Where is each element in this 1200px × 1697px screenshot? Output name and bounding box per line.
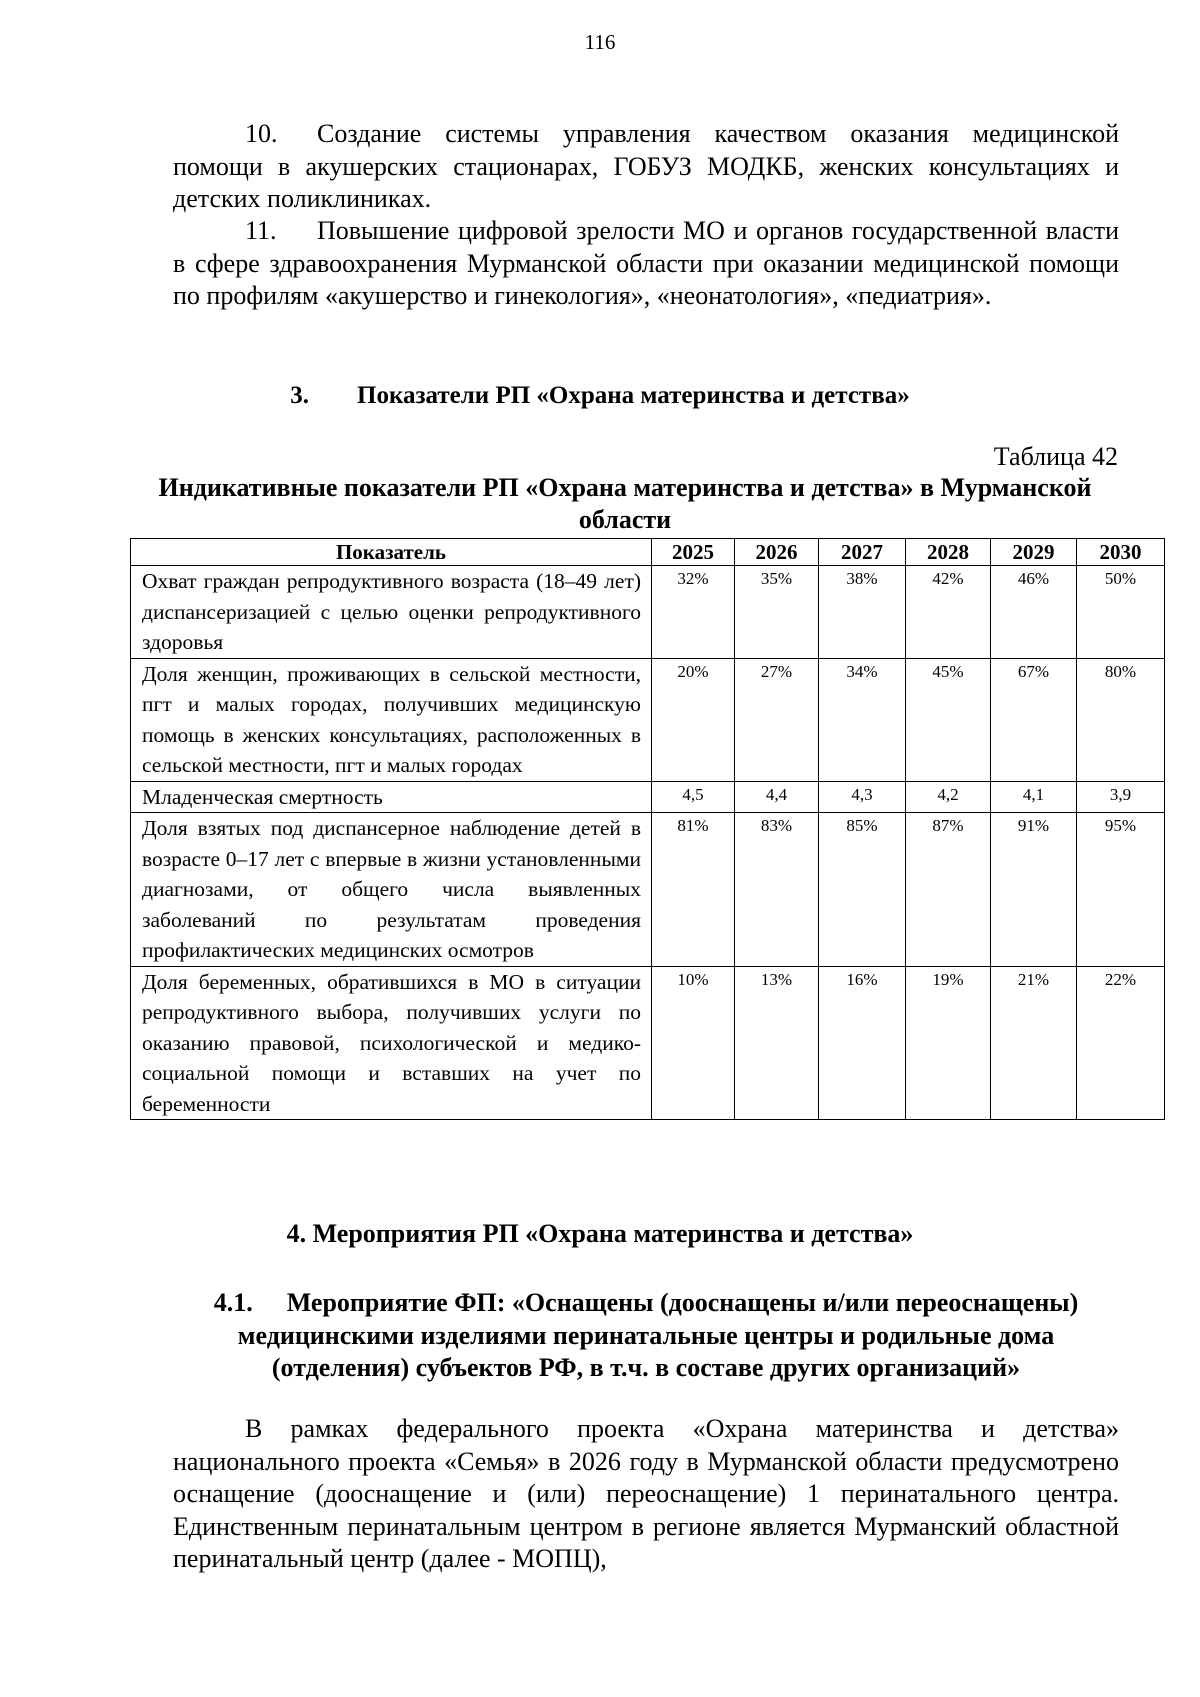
- value-cell: 83%: [735, 813, 819, 967]
- column-header-2028: 2028: [906, 539, 991, 566]
- value-cell: 81%: [652, 813, 735, 967]
- body-paragraph-text: В рамках федерального проекта «Охрана материнства и детства» национального проекта «Семья» в 2026 году в Мурманской области предусмотрено оснащение (дооснащение и (или) переоснащение) 1 перинатального центра. Единственным перинатальным центром в регионе является Мурманский областной перинатальный центр (далее - МОПЦ),: [173, 1414, 1119, 1573]
- value-cell: 22%: [1077, 966, 1165, 1120]
- value-cell: 27%: [735, 658, 819, 781]
- value-cell: 4,1: [991, 781, 1077, 813]
- value-cell: 35%: [735, 566, 819, 659]
- column-header-2030: 2030: [1077, 539, 1165, 566]
- value-cell: 20%: [652, 658, 735, 781]
- column-header-2029: 2029: [991, 539, 1077, 566]
- table-row: [131, 566, 1165, 659]
- indicator-cell: Охват граждан репродуктивного возраста (18–49 лет) диспансеризацией с целью оценки репродуктивного здоровья: [131, 566, 652, 659]
- value-cell: 67%: [991, 658, 1077, 781]
- value-cell: 42%: [906, 566, 991, 659]
- list-item-number: 10.: [245, 119, 278, 148]
- column-header-2025: 2025: [652, 539, 735, 566]
- value-cell: 85%: [819, 813, 906, 967]
- body-paragraph: [173, 1413, 1119, 1576]
- value-cell: 38%: [819, 566, 906, 659]
- value-cell: 80%: [1077, 658, 1165, 781]
- value-cell: 91%: [991, 813, 1077, 967]
- value-cell: 3,9: [1077, 781, 1165, 813]
- value-cell: 87%: [906, 813, 991, 967]
- subsection-4-1-heading: [173, 1287, 1119, 1385]
- table-row: [131, 781, 1165, 813]
- value-cell: 21%: [991, 966, 1077, 1120]
- value-cell: 32%: [652, 566, 735, 659]
- list-item-text: Создание системы управления качеством оказания медицинской помощи в акушерских стационарах, ГОБУЗ МОДКБ, женских консультациях и детских поликлиниках.: [173, 119, 1119, 213]
- column-header-indicator: Показатель: [131, 539, 652, 566]
- list-item-text: Повышение цифровой зрелости МО и органов государственной власти в сфере здравоохранения Мурманской области при оказании медицинской помощи по профилям «акушерство и гинекология», «неонатология», «педиатрия».: [173, 216, 1119, 310]
- section-3-title: Показатели РП «Охрана материнства и детства»: [357, 382, 910, 409]
- subsection-4-1-number: 4.1.: [213, 1288, 253, 1317]
- table-label: Таблица 42: [993, 442, 1118, 471]
- table-title: Индикативные показатели РП «Охрана материнства и детства» в Мурманской области: [158, 473, 1092, 534]
- table-row: [131, 658, 1165, 781]
- indicators-table: [130, 538, 1165, 1120]
- value-cell: 4,2: [906, 781, 991, 813]
- value-cell: 45%: [906, 658, 991, 781]
- value-cell: 4,5: [652, 781, 735, 813]
- value-cell: 50%: [1077, 566, 1165, 659]
- section-3-number: 3.: [290, 382, 310, 409]
- value-cell: 13%: [735, 966, 819, 1120]
- value-cell: 34%: [819, 658, 906, 781]
- value-cell: 4,4: [735, 781, 819, 813]
- column-header-2026: 2026: [735, 539, 819, 566]
- section-3-heading: [0, 380, 1200, 412]
- column-header-2027: 2027: [819, 539, 906, 566]
- value-cell: 10%: [652, 966, 735, 1120]
- section-4-heading: 4. Мероприятия РП «Охрана материнства и детства»: [286, 1219, 914, 1248]
- value-cell: 16%: [819, 966, 906, 1120]
- value-cell: 95%: [1077, 813, 1165, 967]
- value-cell: 4,3: [819, 781, 906, 813]
- value-cell: 19%: [906, 966, 991, 1120]
- indicator-cell: Младенческая смертность: [131, 781, 652, 813]
- page-number: 116: [584, 30, 616, 54]
- table-row: [131, 966, 1165, 1120]
- subsection-4-1-title: Мероприятие ФП: «Оснащены (дооснащены и/или переоснащены) медицинскими изделиями перинатальные центры и родильные дома (отделения) субъектов РФ, в т.ч. в составе других организаций»: [237, 1288, 1079, 1382]
- list-item-10: [173, 118, 1119, 216]
- indicator-cell: Доля беременных, обратившихся в МО в ситуации репродуктивного выбора, получивших услуги по оказанию правовой, психологической и медико-социальной помощи и вставших на учет по беременности: [131, 966, 652, 1120]
- indicator-cell: Доля взятых под диспансерное наблюдение детей в возрасте 0–17 лет с впервые в жизни установленными диагнозами, от общего числа выявленных заболеваний по результатам проведения профилактических медицинских осмотров: [131, 813, 652, 967]
- list-item-11: [173, 215, 1119, 313]
- list-item-number: 11.: [245, 216, 277, 245]
- value-cell: 46%: [991, 566, 1077, 659]
- indicator-cell: Доля женщин, проживающих в сельской местности, пгт и малых городах, получивших медицинскую помощь в женских консультациях, расположенных в сельской местности, пгт и малых городах: [131, 658, 652, 781]
- table-header-row: [131, 539, 1165, 566]
- table-row: [131, 813, 1165, 967]
